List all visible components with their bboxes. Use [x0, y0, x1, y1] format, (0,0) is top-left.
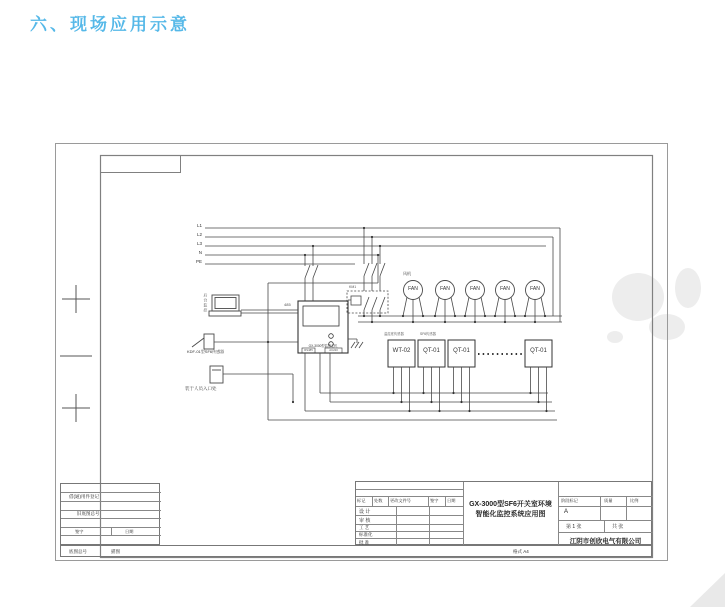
power-line-label-n: N	[198, 250, 202, 255]
sensor-box-label: QT-01	[530, 348, 547, 354]
margin-table	[60, 483, 160, 545]
fan-label: FAN	[470, 286, 480, 292]
margin-date-label: 日期	[125, 528, 134, 534]
power-line-label-l1: L1	[196, 223, 202, 228]
margin-row1-label: 借(通)用件登记	[69, 494, 99, 499]
gas-sensor-icon	[192, 334, 298, 349]
box-top-label-qt: SF6传感器	[420, 332, 436, 336]
sheet-number: 第 1 张	[566, 524, 582, 530]
rev-count-header: 处数	[374, 498, 383, 503]
sensor-box-label: QT-01	[423, 348, 440, 354]
fan-label: FAN	[500, 286, 510, 292]
unit-breaker	[305, 246, 318, 301]
fan-breaker	[364, 228, 385, 291]
entrance-label: 装于人员入口处	[185, 386, 217, 391]
sign-approve-label: 批 准	[359, 540, 370, 545]
comm-bus-label: 485	[284, 302, 291, 307]
entrance-device-icon	[210, 366, 293, 402]
power-line-label-l2: L2	[196, 232, 202, 237]
main-unit-port-left: RS485	[304, 347, 313, 352]
title-block	[355, 481, 652, 545]
main-unit-model: GX-3000型监控主机	[308, 343, 338, 348]
power-line-label-pe: PE	[195, 259, 202, 264]
drawing-title-line1: GX-3000型SF6开关室环境	[469, 501, 552, 508]
sensor-box-label: QT-01	[453, 348, 470, 354]
sign-check-label: 审 核	[359, 518, 371, 524]
bottom-strip	[60, 545, 652, 557]
sheet-total: 共 张	[612, 524, 624, 530]
gas-sensor-label: KDF-01型SF6传感器	[187, 349, 225, 354]
page-title: 六、现场应用示意	[30, 15, 190, 34]
strip-base-drawing-label: 底图总号	[69, 549, 87, 554]
rev-file-header: 更改文件号	[390, 498, 411, 503]
sign-craft-label: 工 艺	[359, 525, 370, 530]
contactor-label: KM1	[349, 285, 357, 289]
company-name: 江阴市创欣电气有限公司	[569, 538, 642, 545]
fan-bus	[358, 316, 562, 322]
rev-mark-header: 标记	[357, 498, 366, 503]
contactor	[347, 291, 388, 322]
scale-header: 比例	[630, 498, 639, 503]
fan-label: FAN	[408, 286, 418, 292]
margin-row2-label: 旧底图总号	[77, 511, 100, 516]
sign-standard-label: 标准化	[359, 532, 373, 537]
weight-header: 质量	[604, 498, 613, 503]
margin-sign-label: 签字	[75, 528, 84, 534]
registration-marks	[60, 285, 92, 422]
ground-symbol	[348, 339, 363, 348]
fan-label: FAN	[530, 286, 540, 292]
stage-mark-header: 阶段标记	[561, 498, 578, 503]
fan-group-label: 风机	[403, 271, 411, 276]
sensor-box-label: WT-02	[392, 348, 411, 354]
rev-date-header: 日期	[447, 498, 456, 503]
stage-mark-value: A	[564, 509, 569, 515]
power-lines	[205, 228, 560, 322]
sign-design-label: 设 计	[359, 509, 371, 515]
box-top-label-wt: 温湿度传感器	[384, 332, 404, 336]
main-unit-port-right: AC220	[329, 347, 338, 352]
strip-trace-label: 描图	[111, 549, 120, 554]
fan-label: FAN	[440, 286, 450, 292]
strip-format-label: 格式 A4	[513, 549, 529, 554]
computer-label: 后台监控	[203, 293, 209, 313]
power-line-label-l3: L3	[196, 241, 202, 246]
drawing-title-line2: 智能化监控系统应用图	[475, 511, 546, 518]
rev-sign-header: 签字	[430, 498, 439, 503]
